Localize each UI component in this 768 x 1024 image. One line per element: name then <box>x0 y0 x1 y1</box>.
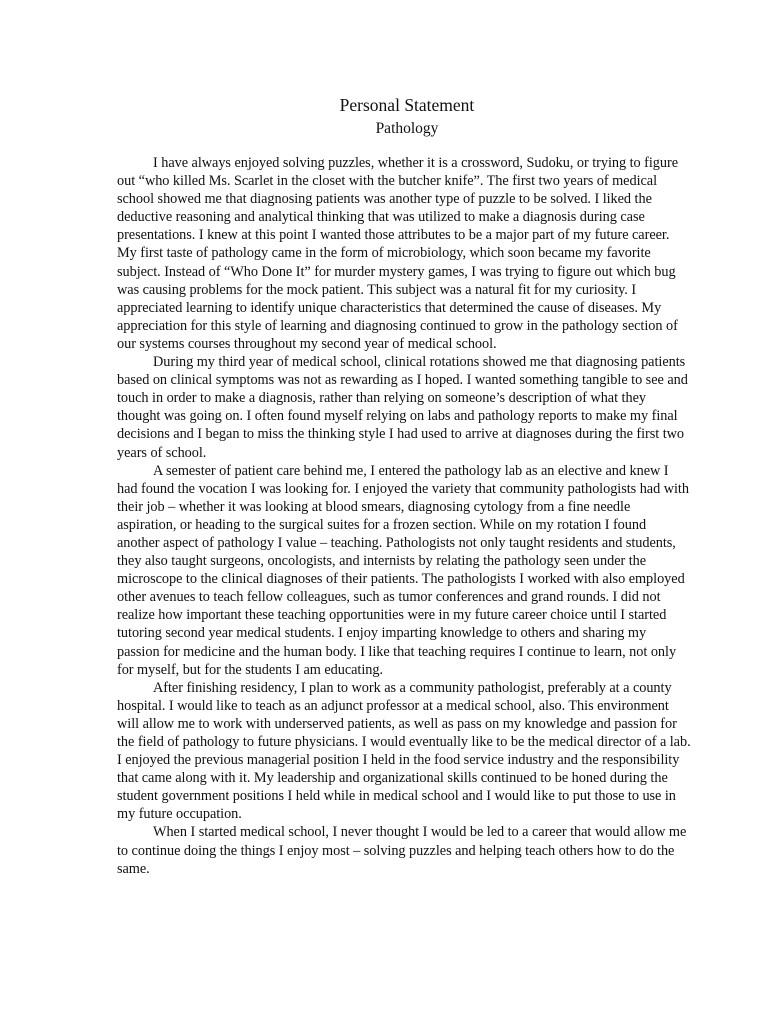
paragraph: During my third year of medical school, clinical rotations showed me that diagnosing patients based on clinical symptoms was not as rewarding as I hoped. I wanted something tangible to see and touch in order to make a diagnosis, rather than relying on someone’s description of what they thought was going on. I often found myself relying on labs and pathology reports to make my final decisions and I began to miss the thinking style I had used to arrive at diagnoses during the first two years of school. <box>117 354 688 461</box>
paragraph: After finishing residency, I plan to work as a community pathologist, preferably at a county hospital. I would like to teach as an adjunct professor at a medical school, also. This environment will allow me to work with underserved patients, as well as pass on my knowledge and passion for the field of pathology to future physicians. I would eventually like to be the medical director of a lab. I enjoyed the previous managerial position I held in the food service industry and the responsibility that came along with it. My leadership and organizational skills continued to be honed during the student government positions I held while in medical school and I would like to put those to use in my future occupation. <box>117 679 691 823</box>
paragraph: I have always enjoyed solving puzzles, whether it is a crossword, Sudoku, or trying to figure out “who killed Ms. Scarlet in the closet with the butcher knife”. The first two years of medical school showed me that diagnosing patients was another type of puzzle to be solved. I liked the deductive reasoning and analytical thinking that was utilized to make a diagnosis during case presentations. I knew at this point I wanted those attributes to be a major part of my future career. My first taste of pathology came in the form of microbiology, which soon became my favorite subject. Instead of “Who Done It” for murder mystery games, I was trying to figure out which bug was causing problems for the mock patient. This subject was a natural fit for my curiosity. I appreciated learning to identify unique characteristics that determined the cause of diseases. My appreciation for this style of learning and diagnosing continued to grow in the pathology section of our systems courses throughout my second year of medical school. <box>117 155 679 352</box>
document-body <box>117 154 691 878</box>
document-subtitle: Pathology <box>375 120 439 137</box>
document-title: Personal Statement <box>339 95 475 115</box>
paragraph: When I started medical school, I never thought I would be led to a career that would allow me to continue doing the things I enjoy most – solving puzzles and helping teach others how to do the same. <box>117 824 687 877</box>
paragraph: A semester of patient care behind me, I entered the pathology lab as an elective and knew I had found the vocation I was looking for. I enjoyed the variety that community pathologists had with their job – whether it was looking at blood smears, diagnosing cytology from a fine needle aspiration, or heading to the surgical suites for a frozen section. While on my rotation I found another aspect of pathology I value – teaching. Pathologists not only taught residents and students, they also taught surgeons, oncologists, and internists by relating the pathology seen under the microscope to the clinical diagnoses of their patients. The pathologists I worked with also employed other avenues to teach fellow colleagues, such as tumor conferences and grand rounds. I did not realize how important these teaching opportunities were in my future career choice until I started tutoring second year medical students. I enjoy imparting knowledge to others and sharing my passion for medicine and the human body. I like that teaching requires I continue to learn, not only for myself, but for the students I am educating. <box>117 462 689 678</box>
